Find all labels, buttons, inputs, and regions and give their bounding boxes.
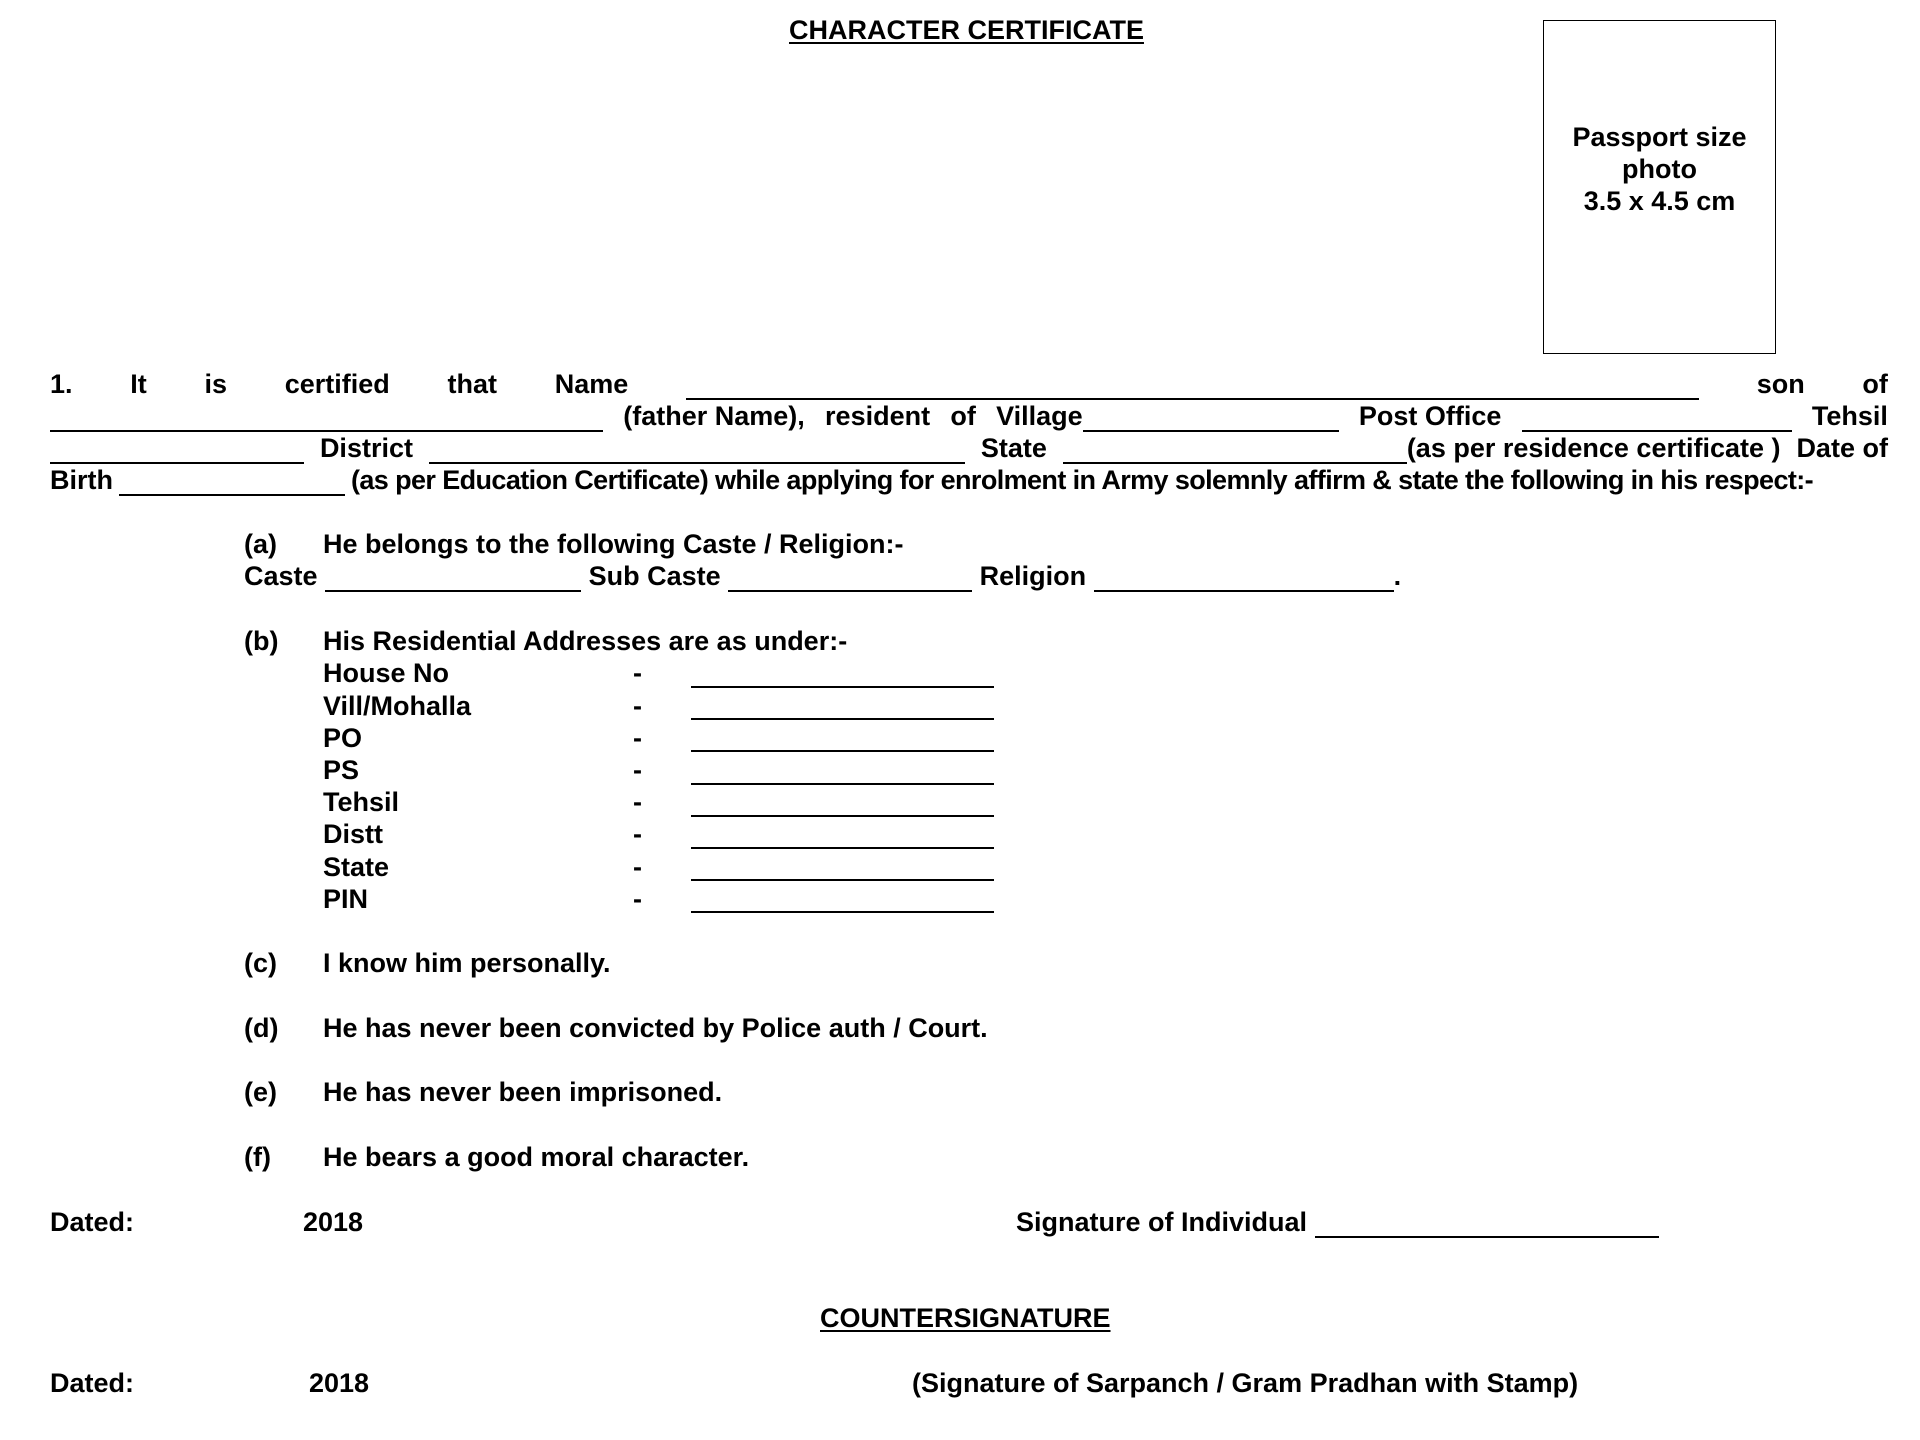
dob-label: Date of [1796,433,1888,463]
item-e-text: He has never been imprisoned. [323,1077,723,1107]
para-line-2 [50,400,1888,432]
birth-label: Birth [50,465,113,495]
item-a-text: He belongs to the following Caste / Religion:- [323,529,904,559]
address-dash: - [633,723,642,753]
address-vill-label: Vill/Mohalla [323,691,472,721]
village-label: Village [996,401,1083,431]
address-tehsil-label: Tehsil [323,787,400,817]
address-dash: - [633,884,642,914]
passport-photo-box [1543,20,1776,354]
religion-field[interactable] [1094,566,1394,592]
item-c-text: I know him personally. [323,948,611,978]
address-pin-field[interactable] [691,911,994,913]
address-dash: - [633,755,642,785]
para-word: son [1756,369,1805,399]
caste-label: Caste [244,561,318,591]
tehsil-field[interactable] [50,438,304,464]
sub-caste-field[interactable] [728,566,972,592]
sarpanch-signature-label: (Signature of Sarpanch / Gram Pradhan with Stamp) [912,1368,1579,1398]
individual-signature-field[interactable] [1315,1212,1659,1238]
education-note: (as per Education Certificate) while applying for enrolment in Army solemnly affirm & state the following in his respect:- [351,465,1814,495]
photo-label-line-1: Passport size [1572,122,1747,152]
dated-label-1: Dated: [50,1207,135,1237]
dated-year-1: 2018 [303,1207,364,1237]
countersignature-title: COUNTERSIGNATURE [820,1303,1111,1333]
para-line-3 [50,432,1888,464]
item-f-text: He bears a good moral character. [323,1142,750,1172]
religion-label: Religion [979,561,1087,591]
dated-label-2: Dated: [50,1368,135,1398]
address-dash: - [633,691,642,721]
address-po-field[interactable] [691,750,994,752]
address-tehsil-field[interactable] [691,815,994,817]
photo-label-line-3: 3.5 x 4.5 cm [1583,186,1736,216]
district-field[interactable] [429,438,965,464]
name-label: Name [554,369,629,399]
para-word: that [447,369,497,399]
address-dash: - [633,819,642,849]
address-po-label: PO [323,723,363,753]
para-word: of [950,401,976,431]
address-ps-field[interactable] [691,783,994,785]
certification-paragraph [50,368,1888,496]
item-b-text: His Residential Addresses are as under:- [323,626,848,656]
post-office-label: Post Office [1358,401,1502,431]
post-office-field[interactable] [1522,406,1792,432]
item-e-label: (e) [244,1077,277,1107]
address-dash: - [633,658,642,688]
name-field[interactable] [686,374,1699,400]
address-house-no-label: House No [323,658,450,688]
para-number: 1. [50,369,73,399]
dob-field[interactable] [119,470,345,496]
address-vill-field[interactable] [691,718,994,720]
address-state-field[interactable] [691,879,994,881]
individual-signature-row [1016,1206,1659,1238]
tehsil-label: Tehsil [1811,401,1888,431]
para-word: is [204,369,227,399]
para-line-4 [50,464,1888,496]
address-ps-label: PS [323,755,360,785]
individual-signature-label: Signature of Individual [1016,1207,1308,1237]
address-distt-label: Distt [323,819,383,849]
para-word: It [130,369,147,399]
photo-label-line-2: photo [1622,154,1697,184]
state-label: State [980,433,1047,463]
item-c-label: (c) [244,948,277,978]
village-field[interactable] [1083,406,1339,432]
sub-caste-label: Sub Caste [588,561,721,591]
para-word: certified [284,369,390,399]
father-name-field[interactable] [50,406,603,432]
para-word: of [1862,369,1888,399]
item-d-text: He has never been convicted by Police auth / Court. [323,1013,988,1043]
address-pin-label: PIN [323,884,369,914]
item-a-label: (a) [244,529,277,559]
address-house-no-field[interactable] [691,686,994,688]
district-label: District [319,433,413,463]
caste-field[interactable] [325,566,581,592]
address-dash: - [633,852,642,882]
address-dash: - [633,787,642,817]
residence-note: (as per residence certificate ) [1406,433,1781,463]
item-f-label: (f) [244,1142,271,1172]
page-title: CHARACTER CERTIFICATE [789,15,1144,45]
father-name-label: (father Name), [623,401,805,431]
address-state-label: State [323,852,390,882]
dated-year-2: 2018 [309,1368,370,1398]
caste-row [244,560,1401,592]
para-line-1 [50,368,1888,400]
item-d-label: (d) [244,1013,279,1043]
para-word: resident [825,401,931,431]
item-b-label: (b) [244,626,279,656]
state-field[interactable] [1063,438,1407,464]
address-distt-field[interactable] [691,847,994,849]
religion-period: . [1393,561,1402,591]
